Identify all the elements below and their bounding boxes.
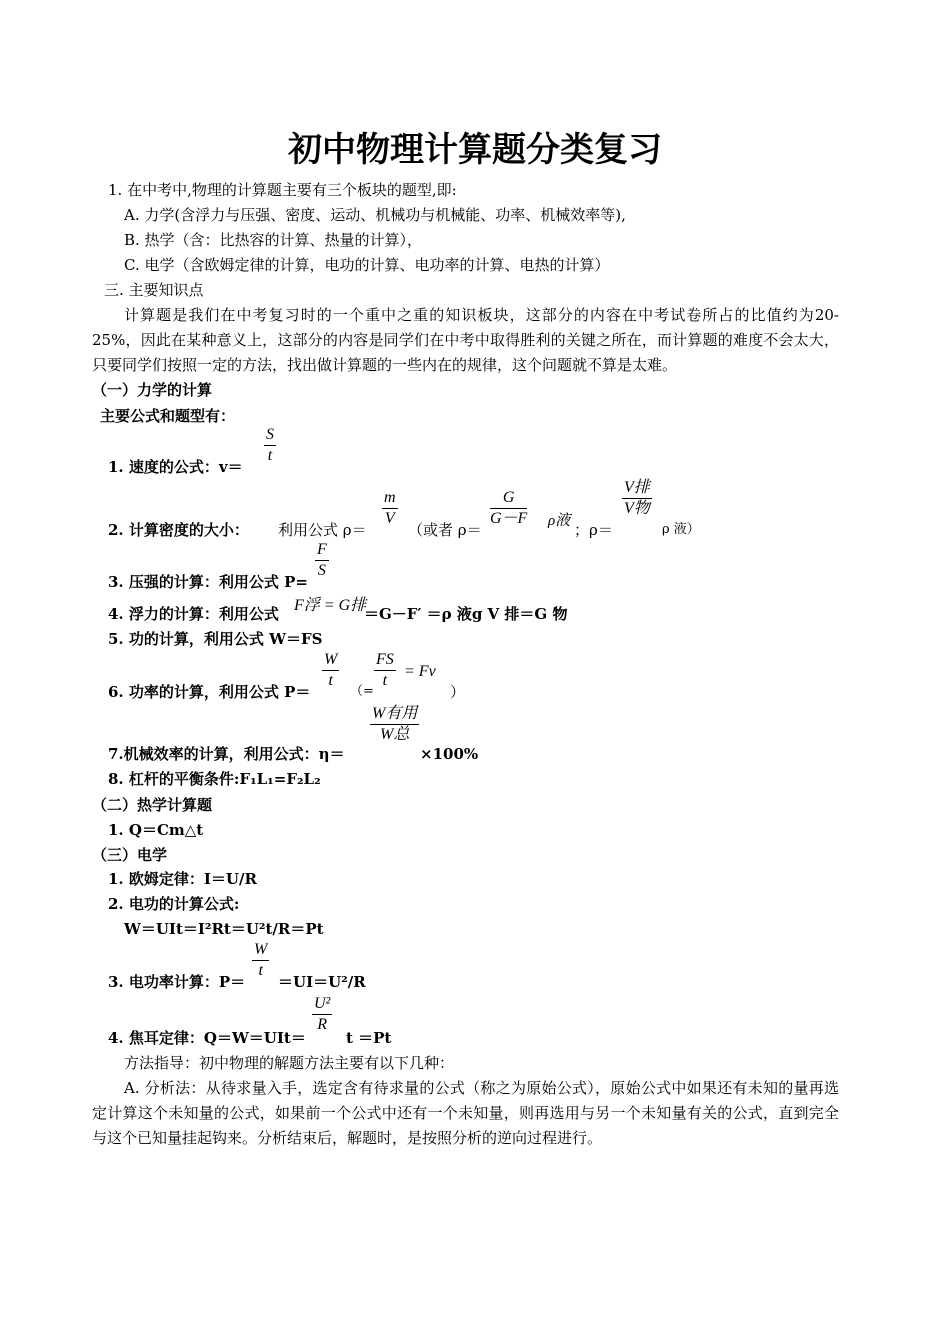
electric-item-3-tail: ＝UI＝U²/R [278,973,366,991]
intro-item-c: C. 电学（含欧姆定律的计算，电功的计算、电功率的计算、电热的计算） [124,256,610,274]
electric-item-1: 1. 欧姆定律：I＝U/R [108,870,257,888]
power-formula-label: 6. 功率的计算，利用公式 P＝ [108,683,311,701]
density-denominator-3: V物 [624,500,650,517]
electric-item-2: 2. 电功的计算公式: [108,895,240,913]
density-use-text: 利用公式 ρ＝ [278,521,367,539]
speed-formula-label: 1. 速度的公式：v＝ [108,458,243,476]
joule-fraction [312,994,332,1035]
work-formula-label: 5. 功的计算，利用公式 W＝FS [108,630,323,648]
density-denominator-2: G－F [490,510,528,527]
density-fraction [382,488,398,529]
mechanics-heading: （一）力学的计算 [92,381,213,399]
electric-item-4-tail: t ＝Pt [346,1029,392,1047]
thermal-heading: （二）热学计算题 [92,796,213,814]
power-paren-open: （= [350,684,374,699]
buoyancy-rest-formula: ＝G－F′ ＝ρ 液g V 排＝G 物 [364,605,568,623]
rho-liquid-symbol: ρ液 [548,513,571,529]
speed-numerator: S [264,425,276,446]
thermal-item-1: 1. Q＝Cm△t [108,821,204,839]
power-fraction [322,650,339,691]
pressure-fraction [315,540,329,581]
pressure-formula-label: 3. 压强的计算：利用公式 P= [108,573,308,591]
efficiency-numerator: W有用 [370,704,419,725]
lever-condition: 8. 杠杆的平衡条件:F₁L₁=F₂L₂ [108,770,321,788]
method-intro: 方法指导：初中物理的解题方法主要有以下几种： [124,1054,455,1072]
page-title: 初中物理计算题分类复习 [288,130,662,170]
intro-line-1: 1. 在中考中,物理的计算题主要有三个板块的题型,即: [108,181,457,199]
speed-denominator: t [267,447,273,464]
density-tail-text: ρ 液） [662,522,700,537]
power-fraction-2 [374,650,396,691]
density-or-text: （或者 ρ＝ [408,521,482,539]
electric-heading: （三）电学 [92,846,168,864]
power-numerator-2: FS [374,650,396,671]
power-numerator: W [322,650,339,671]
joule-denominator: R [317,1016,328,1033]
pressure-denominator: S [317,562,326,579]
density-fraction-2 [490,488,527,529]
section-3-heading: 三. 主要知识点 [104,281,204,299]
density-numerator: m [382,488,398,509]
method-analysis-paragraph: A. 分析法：从待求量入手，选定含有待求量的公式（称之为原始公式），原始公式中如果还有未知的量再选定计算这个未知量的公式，如果前一个公式中还有一个未知量，则再选用与另一个未知量有关的公式，直到完全与这个已知量挂起钩来。分析结束后，解题时，是按照分析的逆向过程进行。 [92,1079,839,1147]
electric-power-denominator: t [258,962,263,979]
density-formula-label: 2. 计算密度的大小： [108,521,249,539]
speed-fraction [264,425,276,466]
density-numerator-3: V排 [622,478,652,499]
power-fv: = Fv [404,663,436,680]
electric-item-3-label: 3. 电功率计算：P＝ [108,973,246,991]
efficiency-formula-label: 7.机械效率的计算，利用公式：η＝ [108,745,345,763]
electric-power-fraction [252,940,269,981]
density-numerator-2: G [490,488,527,509]
efficiency-denominator: W总 [380,726,410,743]
joule-numerator: U² [312,994,332,1015]
mechanics-subheading: 主要公式和题型有： [100,407,236,425]
efficiency-tail: ×100% [420,745,479,763]
electric-item-4-label: 4. 焦耳定律：Q＝W＝UIt＝ [108,1029,306,1047]
buoyancy-main-formula: F浮 = G排 [294,597,367,614]
pressure-numerator: F [315,540,329,561]
density-separator: ；ρ＝ [574,521,613,539]
section-3-paragraph: 计算题是我们在中考复习时的一个重中之重的知识板块，这部分的内容在中考试卷所占的比值约为20-25%，因此在某种意义上，这部分的内容是同学们在中考中取得胜利的关键之所在，而计算题的难度不会太大，只要同学们按照一定的方法，找出做计算题的一些内在的规律，这个问题就不算是太难。 [92,306,839,374]
intro-item-b: B. 热学（含：比热容的计算、热量的计算）， [124,231,423,249]
electric-power-numerator: W [252,940,269,961]
intro-item-a: A. 力学(含浮力与压强、密度、运动、机械功与机械能、功率、机械效率等), [124,206,626,224]
density-denominator: V [384,510,395,527]
power-denominator-2: t [382,672,388,689]
buoyancy-formula-label: 4. 浮力的计算：利用公式 [108,605,279,623]
electric-item-2-formula: W＝UIt＝I²Rt＝U²t/R＝Pt [124,920,324,938]
efficiency-fraction [370,704,419,745]
power-denominator: t [328,672,333,689]
density-fraction-3 [622,478,652,519]
power-paren-close: ） [450,683,466,701]
